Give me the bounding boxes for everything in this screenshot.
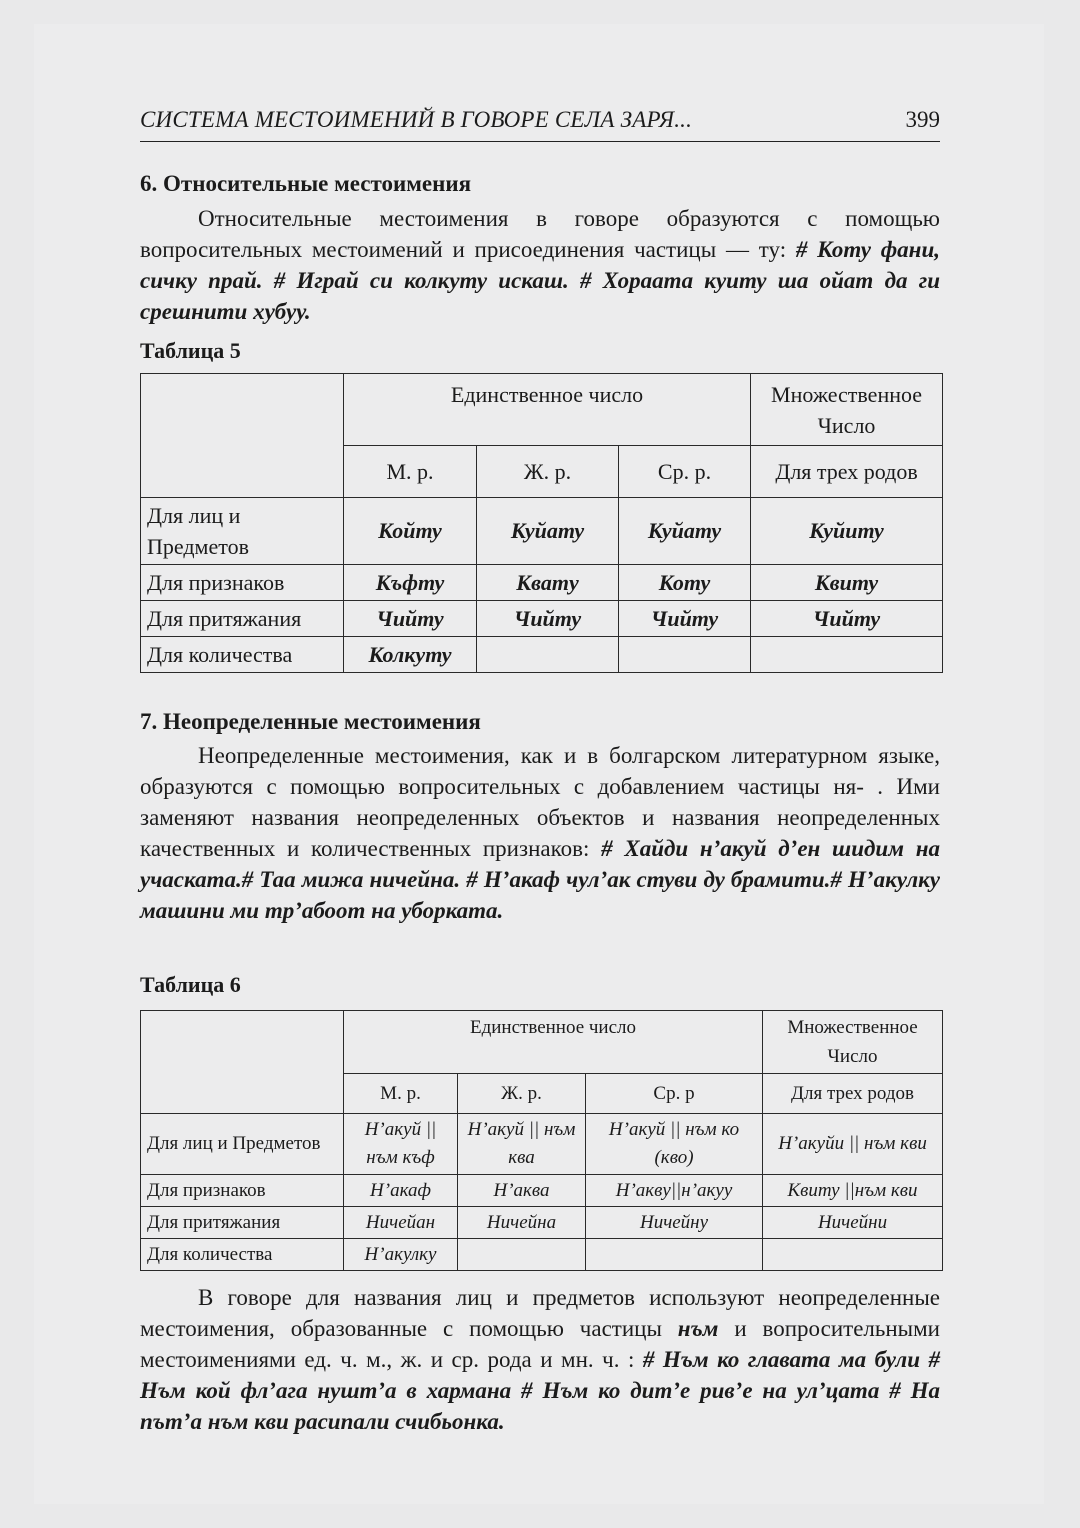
- table-5-cell: [477, 637, 619, 673]
- table-6-cell: Н’акаф: [344, 1175, 458, 1207]
- table-5-cell: Чийту: [344, 601, 477, 637]
- table-6-label: Таблица 6: [140, 972, 241, 997]
- table-5-cell: Кватy: [477, 565, 619, 601]
- closing-text-1: В говоре для названия лиц и предметов используют неопределенные местоимения, образованные с помощью частицы: [140, 1285, 940, 1341]
- table-6-row-label: Для признаков: [141, 1175, 344, 1207]
- table-6-col-header: Ж. р.: [458, 1074, 586, 1114]
- table-5-cell: Койту: [344, 498, 477, 565]
- table-6-cell: [586, 1239, 763, 1271]
- table-6-row-label: Для количества: [141, 1239, 344, 1271]
- table-6-cell: Н’акву||н’акуу: [586, 1175, 763, 1207]
- closing-paragraph: [140, 1282, 940, 1437]
- table-5-cell: [619, 637, 751, 673]
- table-5-corner: [141, 374, 344, 498]
- table-5-cell: Чийту: [477, 601, 619, 637]
- table-5-cell: Чийту: [619, 601, 751, 637]
- running-header: [140, 105, 940, 142]
- closing-examples: # Нъм ко главата ма були # Нъм кой фл’ага нушт’а в хармана # Нъм ко дит’е рив’е на ул’цата # На път’а нъм кви расипали счибьонка.: [140, 1347, 940, 1434]
- table-6-cell: Н’акуй || нъм ко (кво): [586, 1114, 763, 1175]
- table-5-col-header: Ж. р.: [477, 446, 619, 498]
- table-6-cell: Н’аква: [458, 1175, 586, 1207]
- table-5: [140, 373, 943, 673]
- closing-text-2: и вопросительными местоимениями ед. ч. м., ж. и ср. рода и мн. ч. :: [140, 1316, 940, 1372]
- table-5-cell: Чийту: [751, 601, 943, 637]
- table-5-row-label: Для количества: [141, 637, 344, 673]
- table-5-row-label: Для признаков: [141, 565, 344, 601]
- table-6-cell: Н’акуйи || нъм кви: [763, 1114, 943, 1175]
- table-5-col-header: Ср. р.: [619, 446, 751, 498]
- section-6-heading: 6. Относительные местоимения: [140, 171, 472, 196]
- table-5-row-label: Для лиц и Предметов: [141, 498, 344, 565]
- table-6-col-header: М. р.: [344, 1074, 458, 1114]
- table-5-cell: [751, 637, 943, 673]
- section-7-text: Неопределенные местоимения, как и в болгарском литературном языке, образуются с помощью вопросительных с добавлением частицы ня- . Ими заменяют названия неопределенных объектов и названия неопределенных качественных и количественных признаков:: [140, 743, 940, 861]
- table-6-cell: Н’акуй || нъм ква: [458, 1114, 586, 1175]
- section-7-heading: 7. Неопределенные местоимения: [140, 709, 481, 734]
- table-5-label: Таблица 5: [140, 338, 241, 363]
- table-5-singular-header: Единственное число: [344, 374, 751, 446]
- table-5-row-label: Для притяжания: [141, 601, 344, 637]
- table-6-cell: Н’акуй || нъм къф: [344, 1114, 458, 1175]
- table-6-cell: [458, 1239, 586, 1271]
- table-5-cell: Коту: [619, 565, 751, 601]
- table-5-cell: Куйату: [619, 498, 751, 565]
- table-5-cell: Куйату: [477, 498, 619, 565]
- table-6-cell: Квиту ||нъм кви: [763, 1175, 943, 1207]
- running-title: СИСТЕМА МЕСТОИМЕНИЙ В ГОВОРЕ СЕЛА ЗАРЯ...: [140, 107, 693, 132]
- table-6-cell: [763, 1239, 943, 1271]
- table-6-col-header: Для трех родов: [763, 1074, 943, 1114]
- table-6-cell: Н’акулку: [344, 1239, 458, 1271]
- table-6-singular-header: Единственное число: [344, 1011, 763, 1074]
- section-6-examples: # Коту фани, сичку прай. # Играй си колкуту искаш. # Хораата куиту ша ойат да ги срешнити хубуу.: [140, 237, 940, 324]
- table-6-corner: [141, 1011, 344, 1114]
- table-6-col-header: Ср. р: [586, 1074, 763, 1114]
- table-6-cell: Ничейна: [458, 1207, 586, 1239]
- table-5-cell: Квиту: [751, 565, 943, 601]
- table-5-plural-header: Множественное Число: [751, 374, 943, 446]
- table-6-row-label: Для притяжания: [141, 1207, 344, 1239]
- table-5-col-header: М. р.: [344, 446, 477, 498]
- table-6-cell: Ничейан: [344, 1207, 458, 1239]
- closing-particle: нъм: [677, 1316, 719, 1341]
- section-7-examples: # Хайди н’акуй д’ен шидим на учаската.# Таа мижа ничейна. # Н’акаф чул’ак стуви ду брамити.# Н’акулку машини ми тр’абоот на уборката.: [140, 836, 940, 923]
- table-6-row-label: Для лиц и Предметов: [141, 1114, 344, 1175]
- table-6-cell: Ничейну: [586, 1207, 763, 1239]
- table-6: [140, 1010, 943, 1271]
- section-7-paragraph: [140, 740, 940, 926]
- table-6-cell: Ничейни: [763, 1207, 943, 1239]
- page-number: 399: [905, 107, 940, 132]
- table-5-cell: Къфту: [344, 565, 477, 601]
- table-5-cell: Колкуту: [344, 637, 477, 673]
- table-5-cell: Куйиту: [751, 498, 943, 565]
- table-6-plural-header: Множественное Число: [763, 1011, 943, 1074]
- section-6-text: Относительные местоимения в говоре образуются с помощью вопросительных местоимений и присоединения частицы — ту:: [140, 206, 940, 262]
- table-5-col-header: Для трех родов: [751, 446, 943, 498]
- section-6-paragraph: [140, 203, 940, 327]
